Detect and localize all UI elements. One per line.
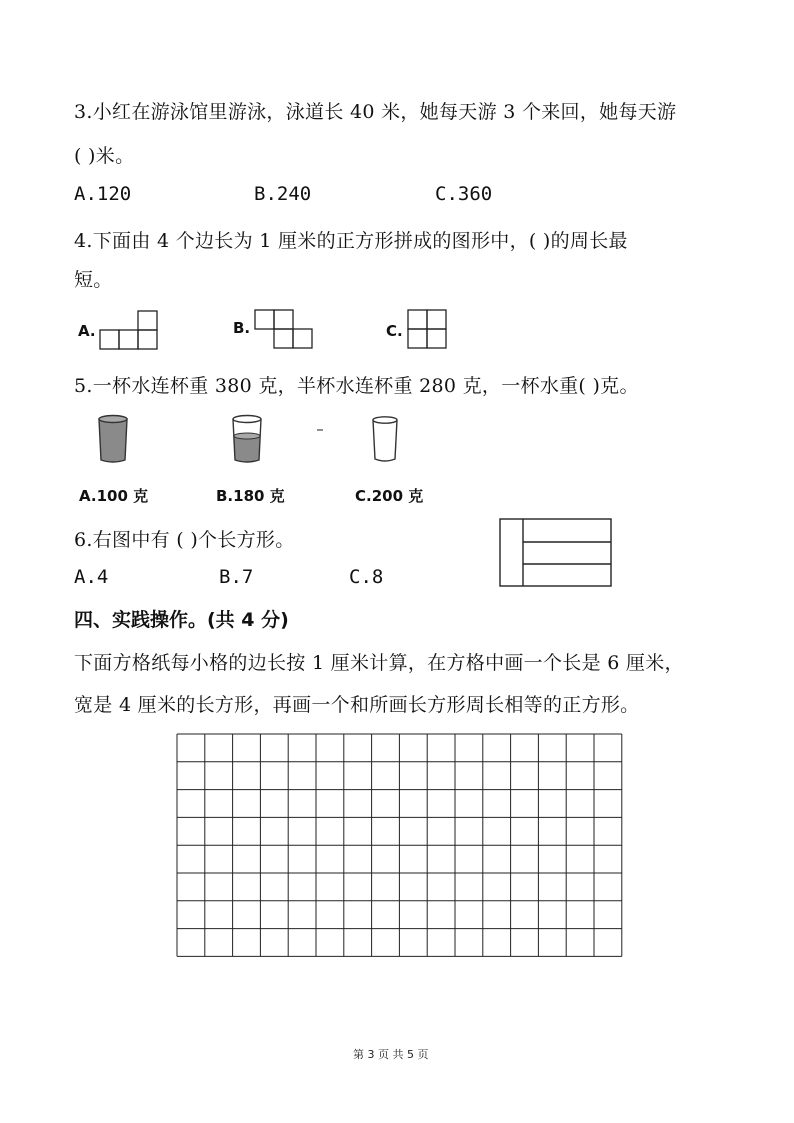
q6-line1: 6.右图中有 ( )个长方形。 [74, 529, 295, 551]
q3-option-c: C.360 [435, 183, 493, 205]
empty-cup-image [370, 415, 400, 463]
q3-line2: ( )米。 [74, 145, 135, 167]
q6-option-c: C.8 [349, 566, 384, 588]
q5-option-a: A.100 克 [79, 487, 149, 505]
q5-option-c: C.200 克 [355, 487, 424, 505]
q4-figure-a [99, 309, 159, 351]
page-footer: 第 3 页 共 5 页 [353, 1048, 429, 1061]
q4-option-c-label: C. [386, 322, 403, 340]
grid-paper[interactable] [176, 730, 626, 958]
section4-line2: 宽是 4 厘米的长方形，再画一个和所画长方形周长相等的正方形。 [74, 694, 640, 716]
half-cup-image [230, 414, 264, 464]
q4-figure-b [254, 308, 316, 350]
q5-line1: 5.一杯水连杯重 380 克，半杯水连杯重 280 克，一杯水重( )克。 [74, 375, 639, 397]
q3-line1: 3.小红在游泳馆里游泳，泳道长 40 米，她每天游 3 个来回，她每天游 [74, 101, 677, 123]
q4-option-b-label: B. [233, 319, 251, 337]
q4-line2: 短。 [74, 269, 113, 291]
full-cup-image [96, 414, 130, 464]
q6-option-a: A.4 [74, 566, 109, 588]
stray-mark [317, 428, 327, 432]
q4-figure-c [407, 308, 449, 350]
section-title: 四、实践操作。(共 4 分) [74, 609, 289, 631]
q3-option-b: B.240 [254, 183, 312, 205]
q6-option-b: B.7 [219, 566, 254, 588]
section4-line1: 下面方格纸每小格的边长按 1 厘米计算，在方格中画一个长是 6 厘米， [74, 652, 684, 674]
q4-line1: 4.下面由 4 个边长为 1 厘米的正方形拼成的图形中，( )的周长最 [74, 230, 628, 252]
q3-option-a: A.120 [74, 183, 132, 205]
q5-option-b: B.180 克 [216, 487, 285, 505]
q6-rectangle-figure [499, 518, 613, 588]
q4-option-a-label: A. [78, 322, 96, 340]
